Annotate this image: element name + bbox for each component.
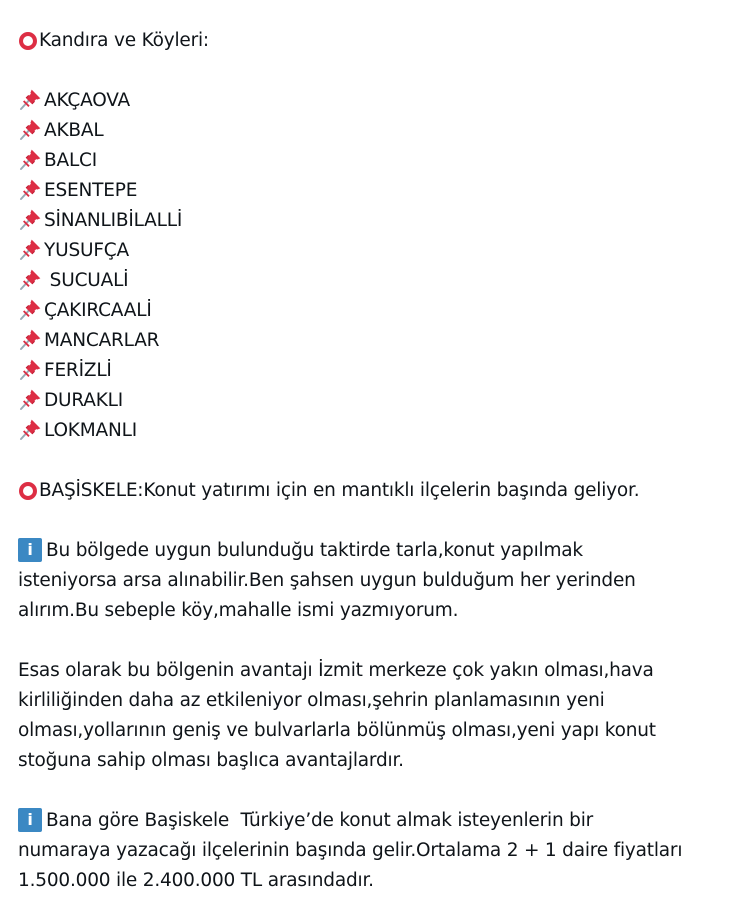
- village-item: [18, 386, 724, 416]
- village-name: SUCUALİ: [44, 270, 129, 291]
- post-body: [18, 26, 724, 896]
- paragraph-line: Esas olarak bu bölgenin avantajı İzmit merkeze çok yakın olması,hava: [18, 660, 654, 681]
- paragraph-line: stoğuna sahip olması başlıca avantajlardır.: [18, 750, 404, 771]
- pushpin-icon: [18, 297, 44, 321]
- paragraph-line: 1.500.000 ile 2.400.000 TL arasındadır.: [18, 870, 374, 891]
- pushpin-icon: [18, 207, 44, 231]
- spacer: [18, 506, 724, 536]
- paragraph-line: numaraya yazacağı ilçelerinin başında gelir.Ortalama 2 + 1 daire fiyatları: [18, 840, 683, 861]
- spacer: [18, 776, 724, 806]
- village-item: [18, 146, 724, 176]
- village-item: [18, 86, 724, 116]
- pushpin-icon: [18, 237, 44, 261]
- pushpin-icon: [18, 117, 44, 141]
- info-icon: i: [18, 538, 42, 562]
- red-circle-icon: [19, 482, 37, 500]
- village-item: [18, 416, 724, 446]
- village-name: ÇAKIRCAALİ: [44, 300, 152, 321]
- village-item: [18, 266, 724, 296]
- pushpin-icon: [18, 87, 44, 111]
- village-name: LOKMANLI: [44, 420, 137, 441]
- village-name: DURAKLI: [44, 390, 124, 411]
- paragraph-line: olması,yollarının geniş ve bulvarlarla bölünmüş olması,yeni yapı konut: [18, 720, 656, 741]
- paragraph-2: [18, 656, 724, 776]
- pushpin-icon: [18, 417, 44, 441]
- pushpin-icon: [18, 327, 44, 351]
- pushpin-icon: [18, 357, 44, 381]
- village-item: [18, 176, 724, 206]
- village-name: FERİZLİ: [44, 360, 112, 381]
- pushpin-icon: [18, 267, 44, 291]
- village-name: ESENTEPE: [44, 180, 138, 201]
- pushpin-icon: [18, 147, 44, 171]
- village-item: [18, 326, 724, 356]
- basiskele-heading-text: BAŞİSKELE:Konut yatırımı için en mantıklı ilçelerin başında geliyor.: [39, 480, 640, 501]
- paragraph-1: [18, 536, 724, 626]
- village-item: [18, 236, 724, 266]
- village-item: [18, 356, 724, 386]
- pushpin-icon: [18, 387, 44, 411]
- paragraph-line: [18, 536, 724, 566]
- paragraph-line: [18, 806, 724, 836]
- village-name: AKBAL: [44, 120, 104, 141]
- paragraph-line: alırım.Bu sebeple köy,mahalle ismi yazmıyorum.: [18, 600, 459, 621]
- village-name: YUSUFÇA: [44, 240, 129, 261]
- village-name: BALCI: [44, 150, 98, 171]
- village-name: AKÇAOVA: [44, 90, 130, 111]
- village-item: [18, 206, 724, 236]
- kandira-heading-text: Kandıra ve Köyleri:: [39, 30, 209, 51]
- kandira-heading: [18, 26, 724, 56]
- paragraph-text: Bana göre Başiskele Türkiye’de konut almak isteyenlerin bir: [46, 810, 594, 831]
- village-item: [18, 296, 724, 326]
- pushpin-icon: [18, 177, 44, 201]
- village-item: [18, 116, 724, 146]
- spacer: [18, 56, 724, 86]
- info-icon: i: [18, 808, 42, 832]
- village-name: SİNANLIBİLALLİ: [44, 210, 183, 231]
- paragraph-text: Bu bölgede uygun bulunduğu taktirde tarla,konut yapılmak: [46, 540, 583, 561]
- spacer: [18, 626, 724, 656]
- paragraph-line: kirliliğinden daha az etkileniyor olması,şehrin planlamasının yeni: [18, 690, 605, 711]
- paragraph-3: [18, 806, 724, 896]
- paragraph-line: isteniyorsa arsa alınabilir.Ben şahsen uygun bulduğum her yerinden: [18, 570, 636, 591]
- basiskele-heading: [18, 476, 724, 506]
- spacer: [18, 446, 724, 476]
- red-circle-icon: [19, 32, 37, 50]
- village-name: MANCARLAR: [44, 330, 160, 351]
- village-list: [18, 86, 724, 446]
